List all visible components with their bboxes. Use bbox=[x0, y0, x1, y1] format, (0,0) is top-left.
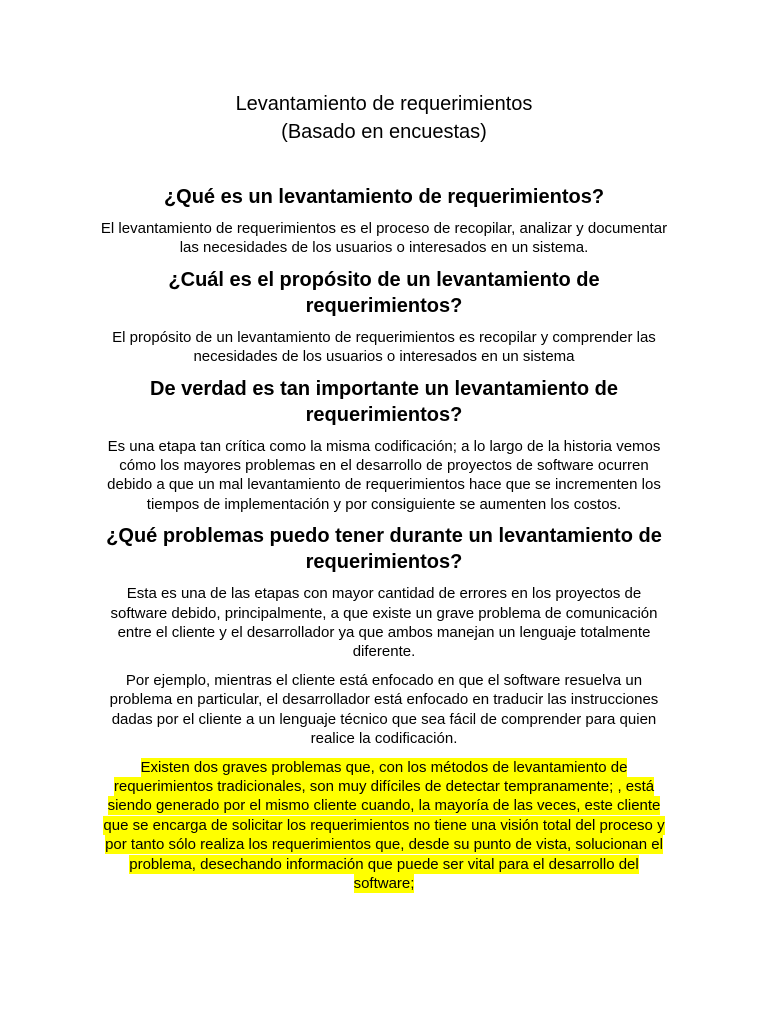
section-paragraph: Esta es una de las etapas con mayor cantidad de errores en los proyectos de software debido, principalmente, a que existe un grave problema de comunicación entre el cliente y el desarrollador ya que ambos manejan un lenguaje totalmente diferente. bbox=[110, 585, 658, 661]
section-purpose bbox=[100, 267, 668, 367]
section-heading: ¿Cuál es el propósito de un levantamiento de requerimientos? bbox=[168, 268, 600, 317]
highlighted-text: Existen dos graves problemas que, con los métodos de levantamiento de requerimientos tradicionales, son muy difíciles de detectar tempranamente; , está siendo generado por el mismo cliente cuando, la mayoría de las veces, este cliente que se encarga de solicitar los requerimientos no tiene una visión total del proceso y por tanto sólo realiza los requerimientos que, desde su punto de vista, solucionan el problema, desechando información que puede ser vital para el desarrollo del software; bbox=[103, 758, 665, 892]
section-paragraph: El levantamiento de requerimientos es el proceso de recopilar, analizar y documentar las necesidades de los usuarios o interesados en un sistema. bbox=[100, 220, 668, 257]
section-importance bbox=[100, 376, 668, 515]
section-paragraph: El propósito de un levantamiento de requerimientos es recopilar y comprender las necesidades de los usuarios o interesados en un sistema bbox=[112, 328, 656, 366]
section-paragraph: Es una etapa tan crítica como la misma codificación; a lo largo de la historia vemos cómo los mayores problemas en el desarrollo de proyectos de software ocurren debido a que un mal levantamiento de requerimientos hace que se incrementen los tiempos de implementación y por consiguiente se aumenten los costos. bbox=[107, 437, 661, 513]
section-what-is bbox=[100, 184, 668, 258]
document-title-line-2: (Basado en encuestas) bbox=[281, 121, 487, 143]
document-title-line-1: Levantamiento de requerimientos bbox=[235, 93, 533, 115]
section-paragraph: Por ejemplo, mientras el cliente está enfocado en que el software resuelva un problema en particular, el desarrollador está enfocado en traducir las instrucciones dadas por el cliente a un lenguaje técnico que sea fácil de comprender para quien realice la codificación. bbox=[109, 671, 659, 748]
section-heading: De verdad es tan importante un levantamiento de requerimientos? bbox=[150, 377, 618, 426]
section-heading: ¿Qué problemas puedo tener durante un levantamiento de requerimientos? bbox=[106, 525, 662, 574]
document-title bbox=[100, 90, 668, 146]
section-heading: ¿Qué es un levantamiento de requerimientos? bbox=[163, 186, 605, 208]
title-spacer bbox=[100, 146, 668, 184]
section-problems bbox=[100, 523, 668, 893]
highlighted-paragraph bbox=[100, 758, 668, 894]
